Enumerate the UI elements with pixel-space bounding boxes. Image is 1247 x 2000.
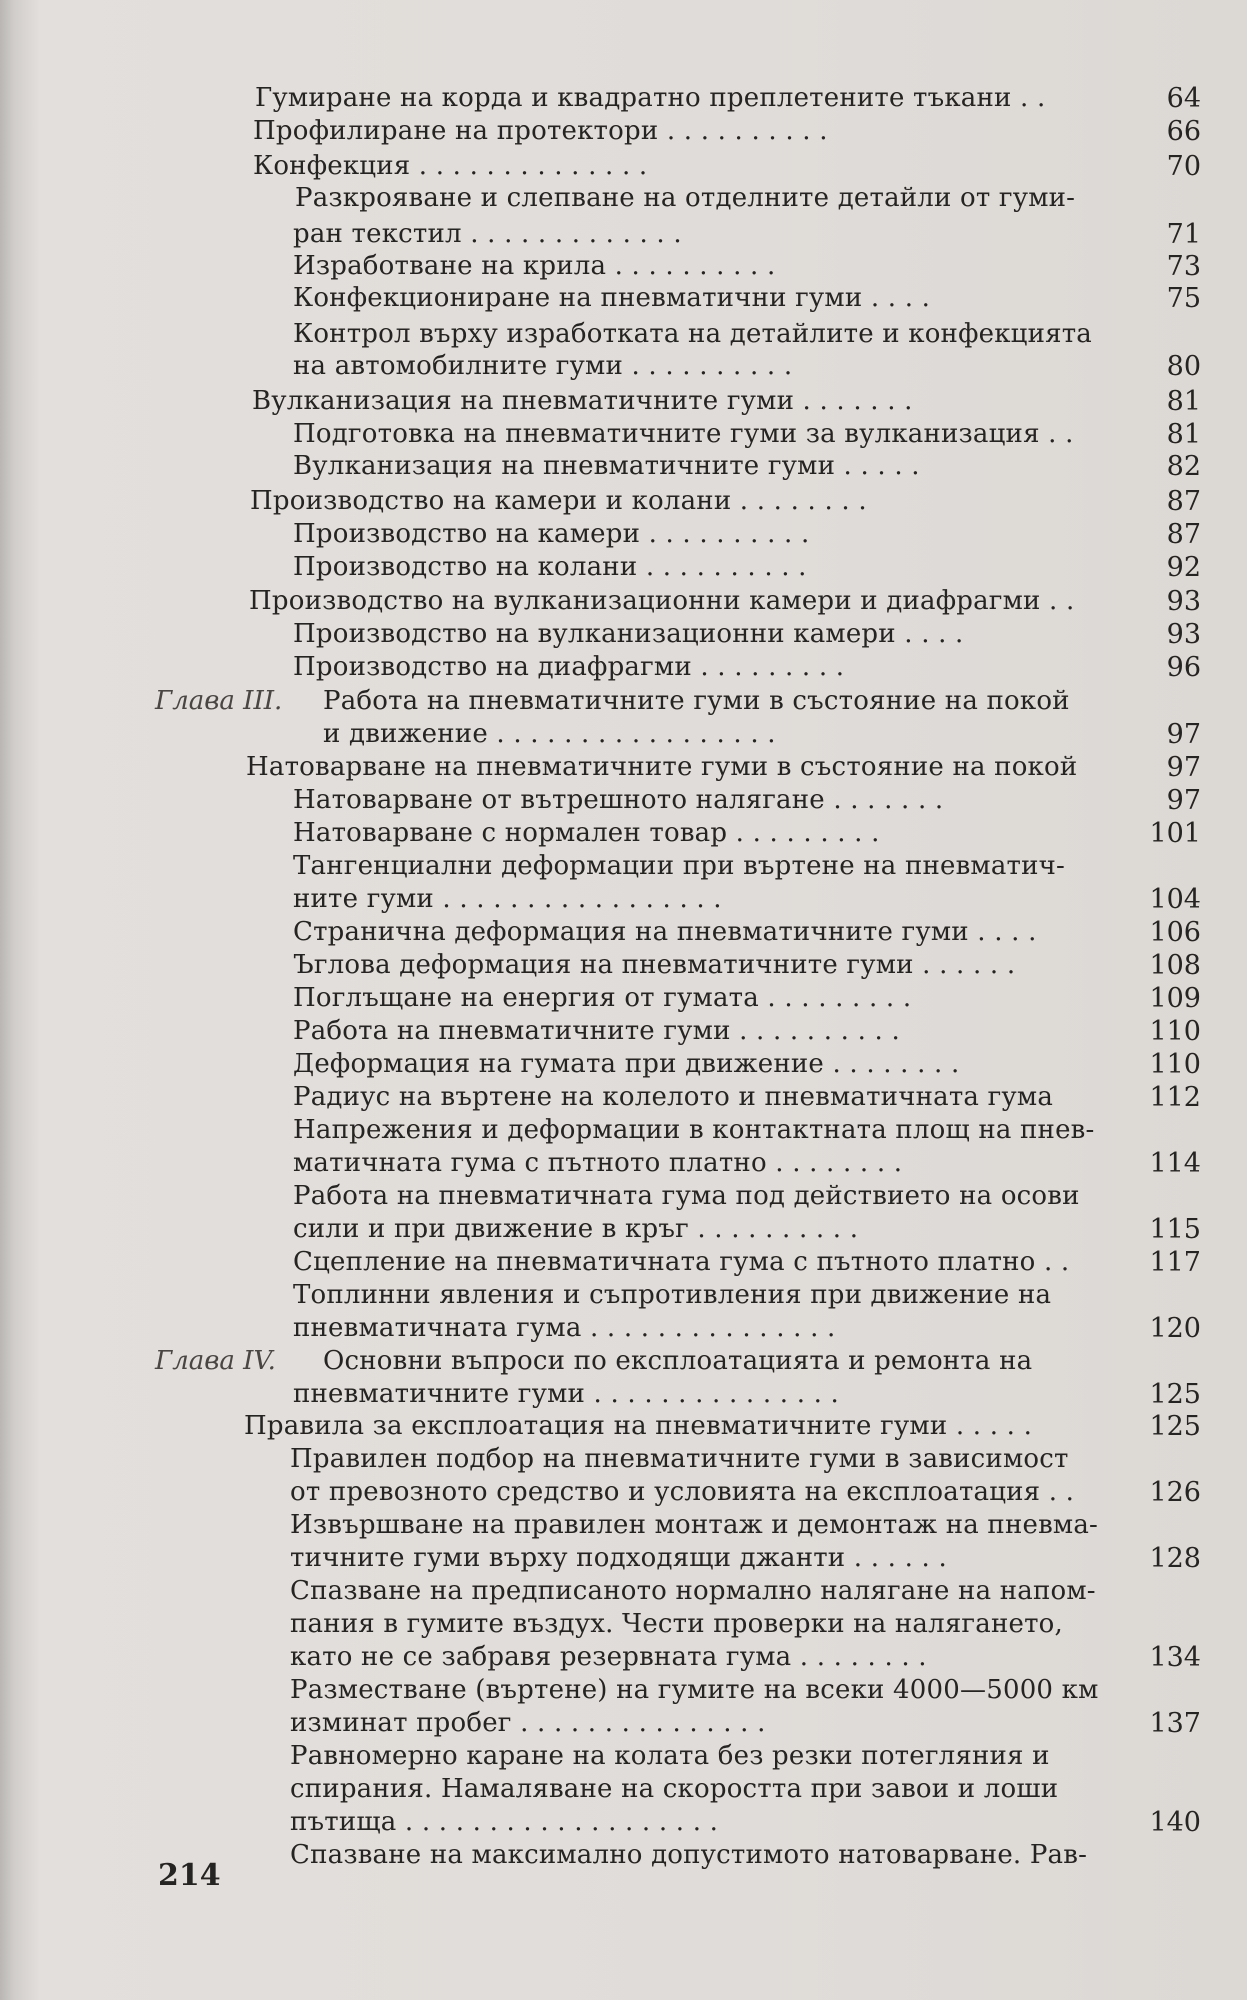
toc-entry	[0, 618, 1247, 651]
toc-entry-page: 64	[1166, 83, 1201, 114]
toc-entry-page: 125	[1149, 1379, 1201, 1410]
toc-entry-page: 108	[1149, 950, 1201, 981]
toc-entry-title: Конфекциониране на пневматични гуми . . . .	[293, 283, 931, 313]
toc-entry	[0, 1180, 1247, 1213]
toc-entry	[0, 318, 1247, 351]
toc-entry-page: 110	[1149, 1049, 1201, 1080]
toc-entry	[0, 1279, 1247, 1312]
toc-entry	[0, 150, 1247, 183]
toc-entry-page: 71	[1166, 219, 1201, 250]
toc-entry-title: Натоварване на пневматичните гуми в състояние на покой	[246, 752, 1078, 782]
toc-entry-title: Основни въпроси по експлоатацията и ремонта на	[323, 1346, 1033, 1376]
toc-entry-page: 92	[1166, 552, 1201, 583]
toc-entry-title: Производство на диафрагми . . . . . . . . .	[293, 652, 845, 682]
toc-entry-title: тичните гуми върху подходящи джанти . . . . . .	[290, 1543, 947, 1573]
toc-entry-title: пневматичната гума . . . . . . . . . . . . . . .	[293, 1313, 836, 1343]
toc-entry	[0, 1246, 1247, 1279]
chapter-label: Глава III.	[155, 686, 283, 716]
toc-entry	[0, 817, 1247, 850]
page-number: 214	[158, 1858, 221, 1893]
toc-entry-title: Разкрояване и слепване на отделните детайли от гуми-	[295, 183, 1076, 213]
toc-entry	[0, 1410, 1247, 1443]
toc-entry-title: Производство на камери и колани . . . . . . . .	[250, 486, 867, 516]
toc-entry	[0, 949, 1247, 982]
toc-entry	[0, 1641, 1247, 1674]
toc-entry-title: Поглъщане на енергия от гумата . . . . . . . . .	[293, 983, 912, 1013]
toc-entry-title: Подготовка на пневматичните гуми за вулканизация . .	[293, 419, 1074, 449]
toc-entry	[0, 1806, 1247, 1839]
toc-entry-page: 110	[1149, 1016, 1201, 1047]
toc-entry	[0, 585, 1247, 618]
toc-entry-title: Профилиране на протектори . . . . . . . . . .	[253, 116, 828, 146]
toc-entry-title: като не се забравя резервната гума . . . . . . . .	[290, 1642, 927, 1672]
toc-entry-page: 126	[1149, 1477, 1201, 1508]
toc-entry	[0, 551, 1247, 584]
toc-entry-title: от превозното средство и условията на експлоатация . .	[290, 1477, 1075, 1507]
toc-entry-title: Производство на вулканизационни камери и диафрагми . .	[249, 586, 1075, 616]
toc-entry-title: пания в гумите въздух. Чести проверки на налягането,	[290, 1609, 1063, 1639]
toc-entry-page: 137	[1149, 1708, 1201, 1739]
toc-entry	[0, 718, 1247, 751]
toc-entry	[0, 1476, 1247, 1509]
toc-entry	[0, 250, 1247, 283]
toc-entry	[0, 450, 1247, 483]
toc-entry	[0, 1081, 1247, 1114]
toc-entry-title: и движение . . . . . . . . . . . . . . . . .	[323, 719, 776, 749]
toc-entry	[0, 82, 1247, 115]
chapter-label: Глава IV.	[155, 1346, 276, 1376]
toc-entry	[0, 651, 1247, 684]
toc-entry-title: Радиус на въртене на колелото и пневматичната гума	[293, 1082, 1054, 1112]
toc-entry-page: 134	[1149, 1642, 1201, 1673]
toc-entry-page: 81	[1166, 419, 1201, 450]
toc-entry	[0, 282, 1247, 315]
toc-entry	[0, 485, 1247, 518]
toc-entry-title: Производство на колани . . . . . . . . . .	[293, 552, 807, 582]
toc-entry-title: Правила за експлоатация на пневматичните гуми . . . . .	[244, 1411, 1033, 1441]
toc-entry-title: Деформация на гумата при движение . . . . . . . .	[293, 1049, 960, 1079]
toc-entry-title: Работа на пневматичните гуми в състояние на покой	[323, 686, 1070, 716]
toc-entry-page: 97	[1166, 752, 1201, 783]
toc-entry-title: Работа на пневматичните гуми . . . . . . . . . .	[293, 1016, 900, 1046]
toc-entry-page: 109	[1149, 983, 1201, 1014]
toc-entry	[0, 115, 1247, 148]
toc-entry-page: 96	[1166, 652, 1201, 683]
toc-entry-title: Конфекция . . . . . . . . . . . . . .	[253, 151, 648, 181]
toc-entry	[0, 350, 1247, 383]
toc-entry	[0, 1015, 1247, 1048]
toc-entry-title: ните гуми . . . . . . . . . . . . . . . . .	[293, 884, 722, 914]
toc-entry-page: 140	[1149, 1807, 1201, 1838]
toc-entry-title: матичната гума с пътното платно . . . . . . . .	[293, 1148, 903, 1178]
toc-entry	[0, 1740, 1247, 1773]
toc-entry	[0, 1773, 1247, 1806]
toc-entry	[0, 1048, 1247, 1081]
toc-entry-title: Извършване на правилен монтаж и демонтаж на пневма-	[290, 1510, 1099, 1540]
toc-entry-page: 66	[1166, 116, 1201, 147]
toc-entry-page: 104	[1149, 884, 1201, 915]
toc-entry	[0, 850, 1247, 883]
toc-entry-title: пневматичните гуми . . . . . . . . . . . . . . .	[293, 1379, 840, 1409]
toc-entry-title: Тангенциални деформации при въртене на пневматич-	[293, 851, 1066, 881]
toc-entry-title: Топлинни явления и съпротивления при движение на	[293, 1280, 1052, 1310]
toc-entry-page: 101	[1149, 818, 1201, 849]
toc-entry-title: Напрежения и деформации в контактната площ на пнев-	[293, 1115, 1095, 1145]
toc-entry	[0, 1608, 1247, 1641]
toc-entry	[0, 182, 1247, 215]
toc-entry	[0, 218, 1247, 251]
toc-entry-title: Натоварване с нормален товар . . . . . . . . .	[293, 818, 880, 848]
toc-entry	[0, 1575, 1247, 1608]
toc-entry	[0, 1674, 1247, 1707]
toc-entry-title: Гумиране на корда и квадратно преплетените тъкани . .	[255, 83, 1046, 113]
toc-entry	[0, 1542, 1247, 1575]
toc-entry	[0, 418, 1247, 451]
toc-entry-page: 97	[1166, 719, 1201, 750]
toc-entry-title: Работа на пневматичната гума под действието на осови	[293, 1181, 1080, 1211]
toc-entry-title: Равномерно каране на колата без резки потегляния и	[290, 1741, 1050, 1771]
toc-entry-page: 70	[1166, 151, 1201, 182]
toc-entry-page: 106	[1149, 917, 1201, 948]
toc-entry-page: 73	[1166, 251, 1201, 282]
toc-entry-page: 87	[1166, 519, 1201, 550]
toc-entry-page: 112	[1149, 1082, 1201, 1113]
toc-entry-title: Разместване (въртене) на гумите на всеки 4000—5000 км	[290, 1675, 1099, 1705]
toc-entry	[0, 982, 1247, 1015]
toc-entry	[0, 518, 1247, 551]
toc-entry-title: Спазване на максимално допустимото натоварване. Рав-	[290, 1840, 1088, 1870]
toc-entry-title: сили и при движение в кръг . . . . . . . . . .	[293, 1214, 859, 1244]
toc-entry	[0, 1147, 1247, 1180]
toc-chapter-entry	[0, 685, 1247, 718]
toc-entry-page: 81	[1166, 386, 1201, 417]
toc-entry-title: Изработване на крила . . . . . . . . . .	[293, 251, 776, 281]
toc-entry-page: 128	[1149, 1543, 1201, 1574]
toc-entry	[0, 1213, 1247, 1246]
toc-entry	[0, 1114, 1247, 1147]
toc-entry	[0, 385, 1247, 418]
toc-entry-title: Ъглова деформация на пневматичните гуми . . . . . .	[293, 950, 1016, 980]
toc-entry	[0, 916, 1247, 949]
toc-entry	[0, 751, 1247, 784]
toc-entry	[0, 1509, 1247, 1542]
toc-entry	[0, 1443, 1247, 1476]
toc-entry-title: Сцепление на пневматичната гума с пътното платно . .	[293, 1247, 1070, 1277]
toc-entry-page: 75	[1166, 283, 1201, 314]
toc-entry-page: 114	[1149, 1148, 1201, 1179]
toc-entry-title: Производство на камери . . . . . . . . . .	[293, 519, 810, 549]
toc-chapter-entry	[0, 1345, 1247, 1378]
toc-entry-title: Натоварване от вътрешното налягане . . . . . . .	[293, 785, 944, 815]
toc-entry-page: 120	[1149, 1313, 1201, 1344]
toc-entry-title: Контрол върху изработката на детайлите и конфекцията	[293, 319, 1092, 349]
toc-entry-title: Спазване на предписаното нормално налягане на напом-	[290, 1576, 1096, 1606]
toc-entry-title: Странична деформация на пневматичните гуми . . . .	[293, 917, 1037, 947]
toc-entry-title: Вулканизация на пневматичните гуми . . . . . . .	[252, 386, 913, 416]
toc-entry-title: Правилен подбор на пневматичните гуми в зависимост	[290, 1444, 1069, 1474]
toc-entry-page: 125	[1149, 1411, 1201, 1442]
toc-entry-page: 80	[1166, 351, 1201, 382]
toc-entry-page: 117	[1149, 1247, 1201, 1278]
toc-entry-page: 87	[1166, 486, 1201, 517]
toc-entry-page: 93	[1166, 586, 1201, 617]
toc-entry	[0, 883, 1247, 916]
toc-entry-title: пътища . . . . . . . . . . . . . . . . . . .	[290, 1807, 719, 1837]
toc-entry-title: изминат пробег . . . . . . . . . . . . . . .	[290, 1708, 766, 1738]
toc-entry	[0, 1707, 1247, 1740]
toc-entry-title: спирания. Намаляване на скоростта при завои и лоши	[290, 1774, 1059, 1804]
toc-entry-title: Вулканизация на пневматичните гуми . . . . .	[293, 451, 920, 481]
toc-entry-title: Производство на вулканизационни камери . . . .	[293, 619, 964, 649]
toc-entry	[0, 1378, 1247, 1411]
toc-entry	[0, 784, 1247, 817]
toc-entry-page: 97	[1166, 785, 1201, 816]
toc-entry-title: на автомобилните гуми . . . . . . . . . .	[293, 351, 793, 381]
toc-entry-title: ран текстил . . . . . . . . . . . . .	[293, 219, 682, 249]
toc-entry-page: 82	[1166, 451, 1201, 482]
toc-entry-page: 115	[1149, 1214, 1201, 1245]
toc-entry	[0, 1312, 1247, 1345]
toc-entry-page: 93	[1166, 619, 1201, 650]
